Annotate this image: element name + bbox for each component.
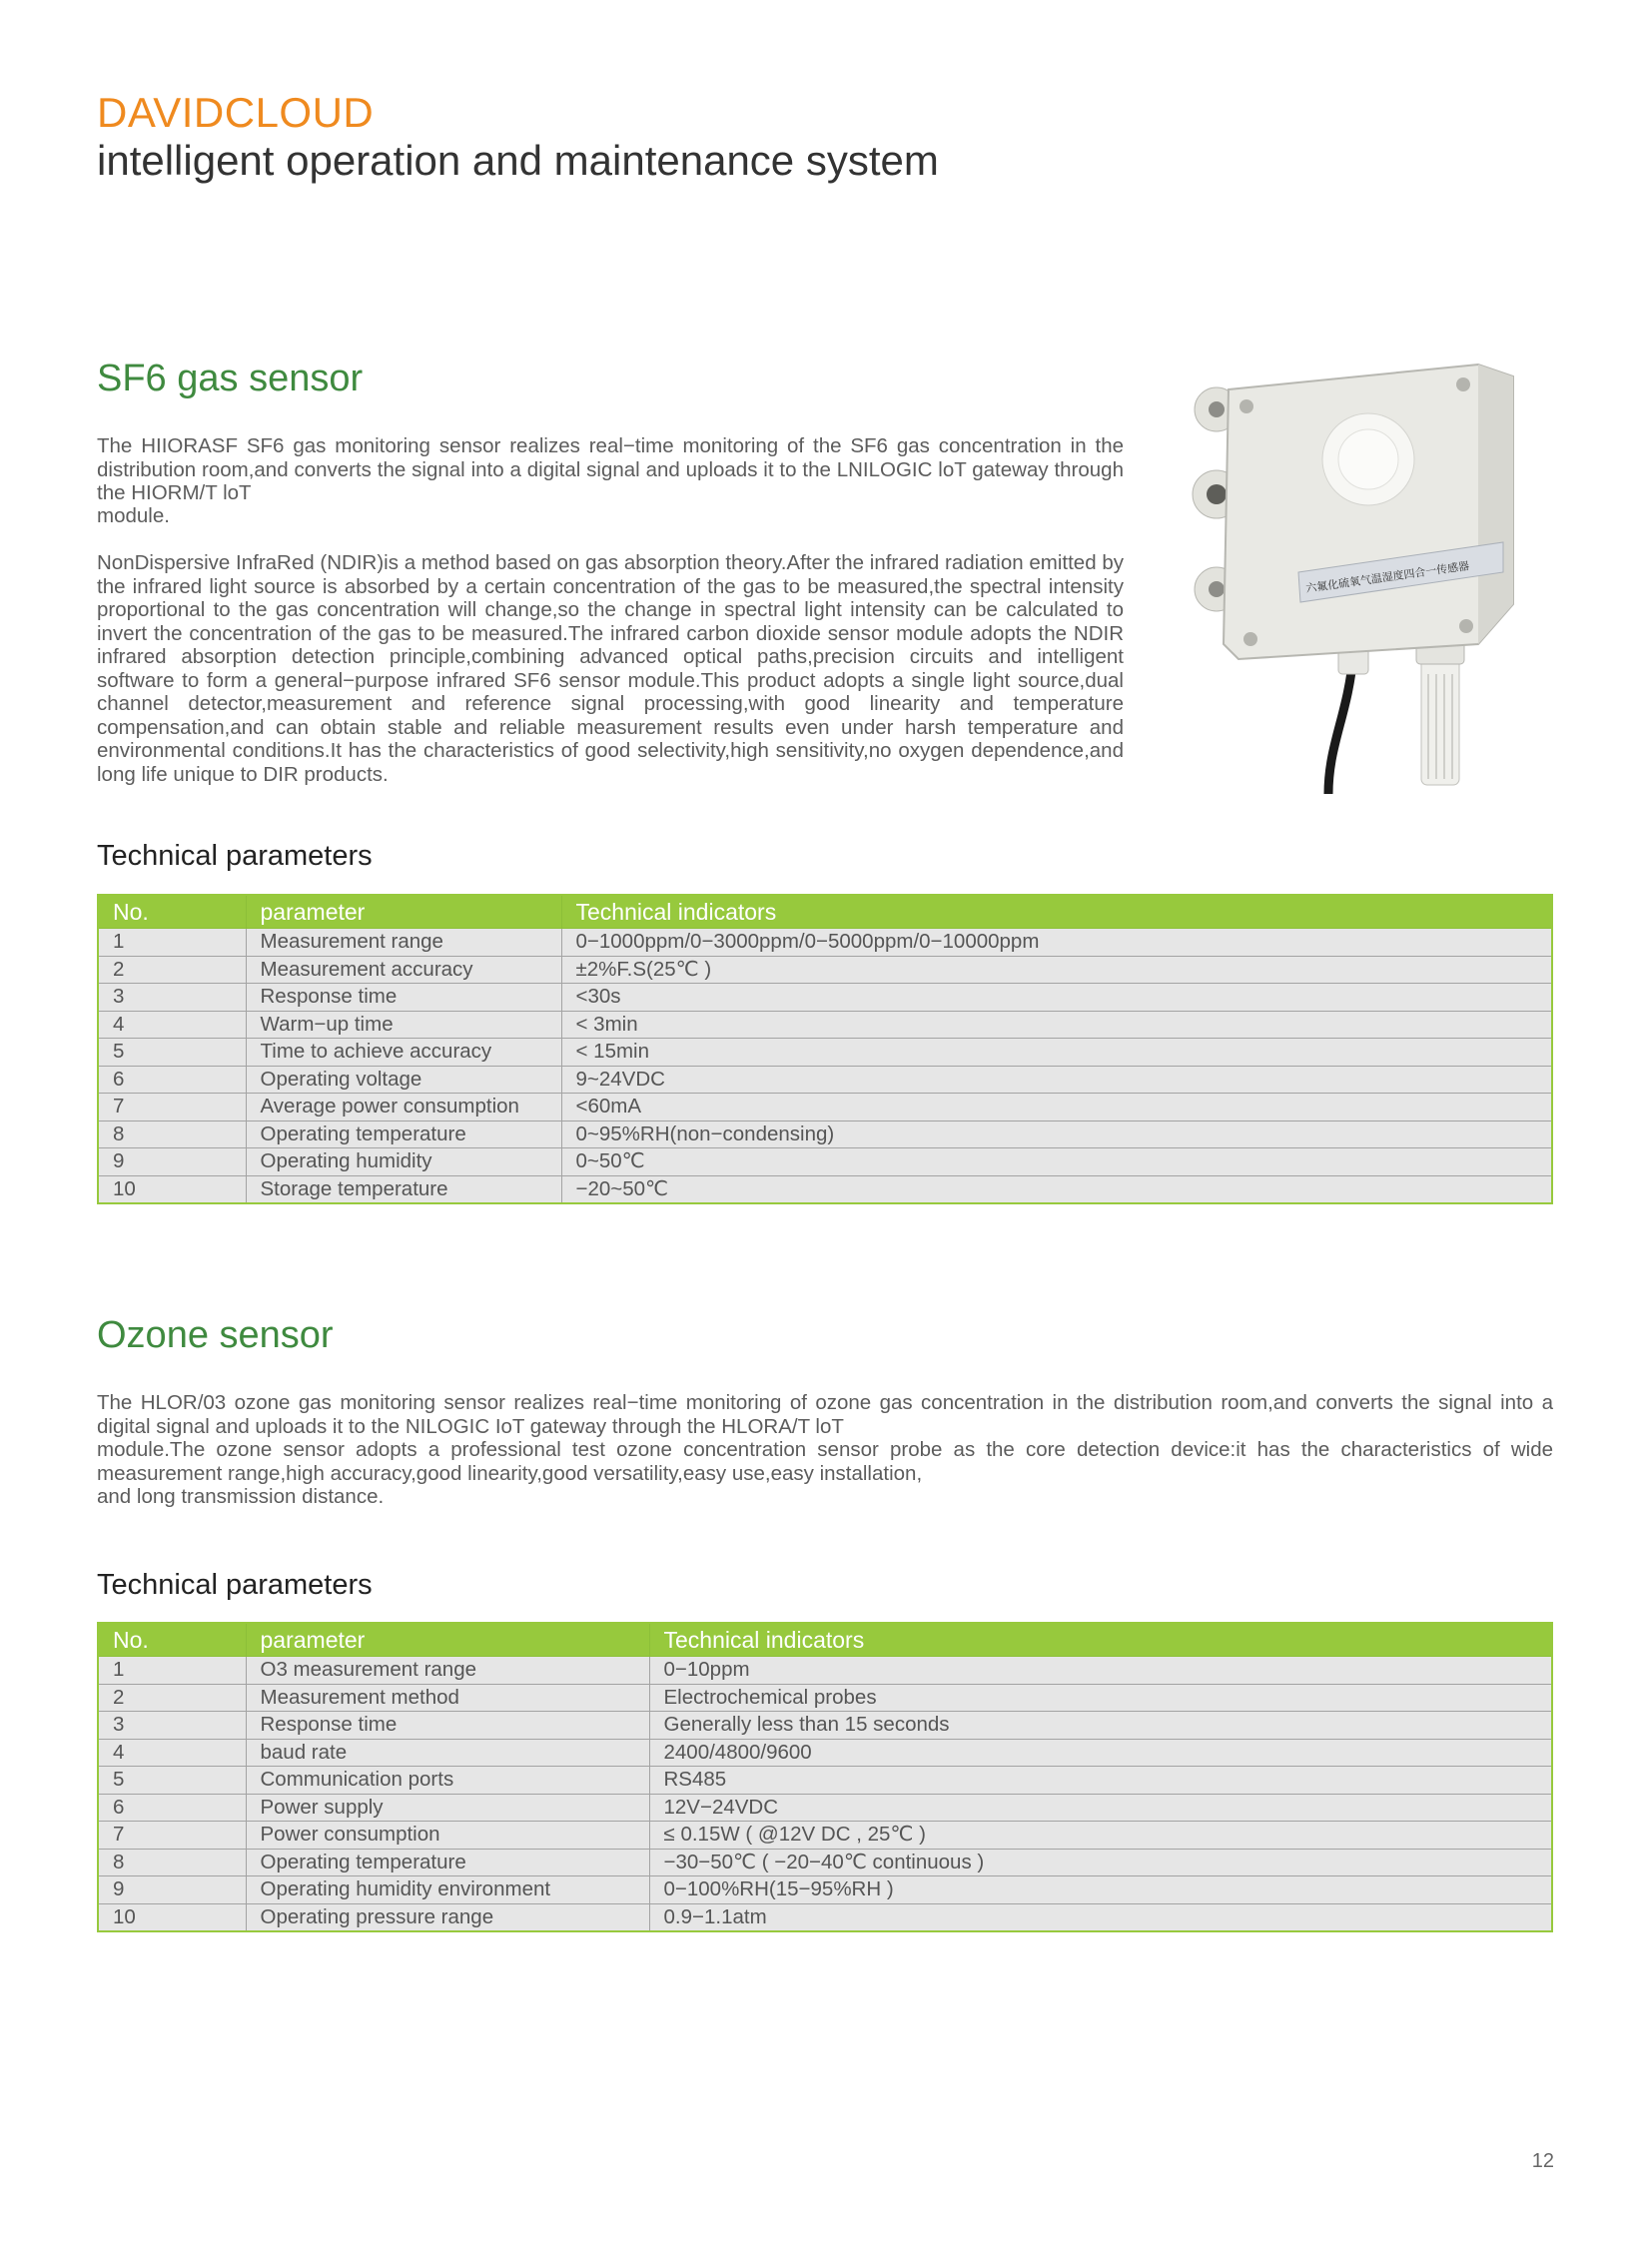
- page-subtitle: intelligent operation and maintenance system: [97, 137, 939, 184]
- cell-no: 9: [98, 1876, 246, 1904]
- cell-indicator: RS485: [649, 1767, 1552, 1795]
- ozone-section-title: Ozone sensor: [97, 1314, 334, 1356]
- cell-parameter: Measurement method: [246, 1684, 649, 1712]
- cell-indicator: −30−50℃ ( −20−40℃ continuous ): [649, 1849, 1552, 1876]
- col-header-parameter: parameter: [246, 895, 561, 929]
- table-row: [98, 1039, 1552, 1067]
- table-row: [98, 1739, 1552, 1767]
- page-number: 12: [1531, 2150, 1554, 2172]
- cell-no: 8: [98, 1849, 246, 1876]
- sf6-technical-parameters-heading: Technical parameters: [97, 840, 373, 872]
- table-row: [98, 1822, 1552, 1850]
- table-row: [98, 984, 1552, 1012]
- table-row: [98, 1657, 1552, 1685]
- cell-no: 3: [98, 984, 246, 1012]
- cell-indicator: <60mA: [561, 1094, 1552, 1121]
- cell-no: 4: [98, 1011, 246, 1039]
- table-row: [98, 1712, 1552, 1740]
- table-row: [98, 1684, 1552, 1712]
- cell-indicator: 0−1000ppm/0−3000ppm/0−5000ppm/0−10000ppm: [561, 929, 1552, 957]
- sf6-sensor-device-image: [1179, 355, 1518, 794]
- cell-no: 10: [98, 1175, 246, 1203]
- cell-parameter: Operating humidity environment: [246, 1876, 649, 1904]
- cell-parameter: Power consumption: [246, 1822, 649, 1850]
- cell-indicator: 0−10ppm: [649, 1657, 1552, 1685]
- cell-indicator: <30s: [561, 984, 1552, 1012]
- ozone-features-paragraph: module.The ozone sensor adopts a professional test ozone concentration sensor probe as the core detection device:it has the characteristics of wide measurement range,high accuracy,good linearity,good versatility,easy use,easy installation,: [97, 1438, 1553, 1485]
- cell-parameter: Warm−up time: [246, 1011, 561, 1039]
- cell-parameter: Power supply: [246, 1794, 649, 1822]
- table-row: [98, 956, 1552, 984]
- cell-parameter: Measurement accuracy: [246, 956, 561, 984]
- table-row: [98, 1767, 1552, 1795]
- cell-indicator: < 3min: [561, 1011, 1552, 1039]
- col-header-no: No.: [98, 895, 246, 929]
- cell-indicator: 0.9−1.1atm: [649, 1903, 1552, 1931]
- cell-no: 3: [98, 1712, 246, 1740]
- table-row: [98, 1794, 1552, 1822]
- table-header-row: [98, 1623, 1552, 1657]
- cell-indicator: 0−100%RH(15−95%RH ): [649, 1876, 1552, 1904]
- sf6-ndir-paragraph: NonDispersive InfraRed (NDIR)is a method based on gas absorption theory.After the infrared radiation emitted by the infrared light source is absorbed by a certain concentration of the gas to be measured,the spectral intensity proportional to the gas concentration will change,so the change in spectral light intensity can be calculated to invert the concentration of the gas to be measured.The infrared carbon dioxide sensor module adopts the NDIR infrared absorption detection principle,combining advanced optical paths,precision circuits and intelligent software to form a general−purpose infrared SF6 sensor module.This product adopts a single light source,dual channel detector,measurement and reference signal processing,with good linearity and temperature compensation,and can obtain stable and reliable measurement results even under harsh temperature and environmental conditions.It has the characteristics of good selectivity,high sensitivity,no oxygen dependence,and long life unique to DIR products.: [97, 551, 1124, 786]
- cell-indicator: 0~50℃: [561, 1148, 1552, 1176]
- table-row: [98, 1011, 1552, 1039]
- ozone-closing-line: and long transmission distance.: [97, 1485, 385, 1508]
- cell-indicator: < 15min: [561, 1039, 1552, 1067]
- ozone-parameters-table: [97, 1622, 1553, 1932]
- cell-no: 6: [98, 1794, 246, 1822]
- cell-parameter: Average power consumption: [246, 1094, 561, 1121]
- table-header-row: [98, 895, 1552, 929]
- table-row: [98, 1876, 1552, 1904]
- col-header-parameter: parameter: [246, 1623, 649, 1657]
- col-header-no: No.: [98, 1623, 246, 1657]
- cell-parameter: Response time: [246, 1712, 649, 1740]
- table-row: [98, 1148, 1552, 1176]
- cell-no: 5: [98, 1767, 246, 1795]
- table-row: [98, 1849, 1552, 1876]
- cell-parameter: Time to achieve accuracy: [246, 1039, 561, 1067]
- sf6-parameters-table: [97, 894, 1553, 1204]
- cell-parameter: O3 measurement range: [246, 1657, 649, 1685]
- cell-no: 7: [98, 1094, 246, 1121]
- cell-parameter: Operating voltage: [246, 1066, 561, 1094]
- table-row: [98, 1094, 1552, 1121]
- cell-parameter: Storage temperature: [246, 1175, 561, 1203]
- col-header-indicators: Technical indicators: [649, 1623, 1552, 1657]
- device-label-text: 六氟化硫氧气温湿度四合一传感器: [1304, 559, 1470, 595]
- cell-no: 7: [98, 1822, 246, 1850]
- cell-indicator: −20~50℃: [561, 1175, 1552, 1203]
- cell-indicator: Electrochemical probes: [649, 1684, 1552, 1712]
- ozone-technical-parameters-heading: Technical parameters: [97, 1569, 373, 1601]
- cell-parameter: Operating humidity: [246, 1148, 561, 1176]
- cell-no: 1: [98, 1657, 246, 1685]
- cell-no: 4: [98, 1739, 246, 1767]
- cell-indicator: Generally less than 15 seconds: [649, 1712, 1552, 1740]
- cell-no: 5: [98, 1039, 246, 1067]
- cell-parameter: Operating temperature: [246, 1849, 649, 1876]
- sf6-intro-paragraph: The HIIORASF SF6 gas monitoring sensor realizes real−time monitoring of the SF6 gas concentration in the distribution room,and converts the signal into a digital signal and uploads it to the LNILOGIC loT gateway through the HIORM/T loT: [97, 434, 1124, 504]
- table-row: [98, 1175, 1552, 1203]
- cell-no: 2: [98, 1684, 246, 1712]
- cell-indicator: 12V−24VDC: [649, 1794, 1552, 1822]
- ozone-intro-paragraph: The HLOR/03 ozone gas monitoring sensor realizes real−time monitoring of ozone gas concentration in the distribution room,and converts the signal into a digital signal and uploads it to the NILOGIC IoT gateway through the HLORA/T loT: [97, 1391, 1553, 1438]
- table-row: [98, 1120, 1552, 1148]
- table-row: [98, 929, 1552, 957]
- col-header-indicators: Technical indicators: [561, 895, 1552, 929]
- cell-indicator: 9~24VDC: [561, 1066, 1552, 1094]
- cell-indicator: ≤ 0.15W ( @12V DC , 25℃ ): [649, 1822, 1552, 1850]
- cell-no: 9: [98, 1148, 246, 1176]
- sf6-intro-paragraph-end: module.: [97, 504, 170, 527]
- cell-parameter: Operating temperature: [246, 1120, 561, 1148]
- cell-parameter: baud rate: [246, 1739, 649, 1767]
- cell-parameter: Operating pressure range: [246, 1903, 649, 1931]
- cell-no: 8: [98, 1120, 246, 1148]
- cell-indicator: ±2%F.S(25℃ ): [561, 956, 1552, 984]
- cell-indicator: 0~95%RH(non−condensing): [561, 1120, 1552, 1148]
- table-row: [98, 1066, 1552, 1094]
- cell-parameter: Communication ports: [246, 1767, 649, 1795]
- cell-no: 1: [98, 929, 246, 957]
- cell-no: 10: [98, 1903, 246, 1931]
- cell-parameter: Measurement range: [246, 929, 561, 957]
- sf6-section-title: SF6 gas sensor: [97, 358, 364, 399]
- cell-no: 6: [98, 1066, 246, 1094]
- brand-title: DAVIDCLOUD: [97, 89, 375, 136]
- table-row: [98, 1903, 1552, 1931]
- cell-indicator: 2400/4800/9600: [649, 1739, 1552, 1767]
- cell-no: 2: [98, 956, 246, 984]
- cell-parameter: Response time: [246, 984, 561, 1012]
